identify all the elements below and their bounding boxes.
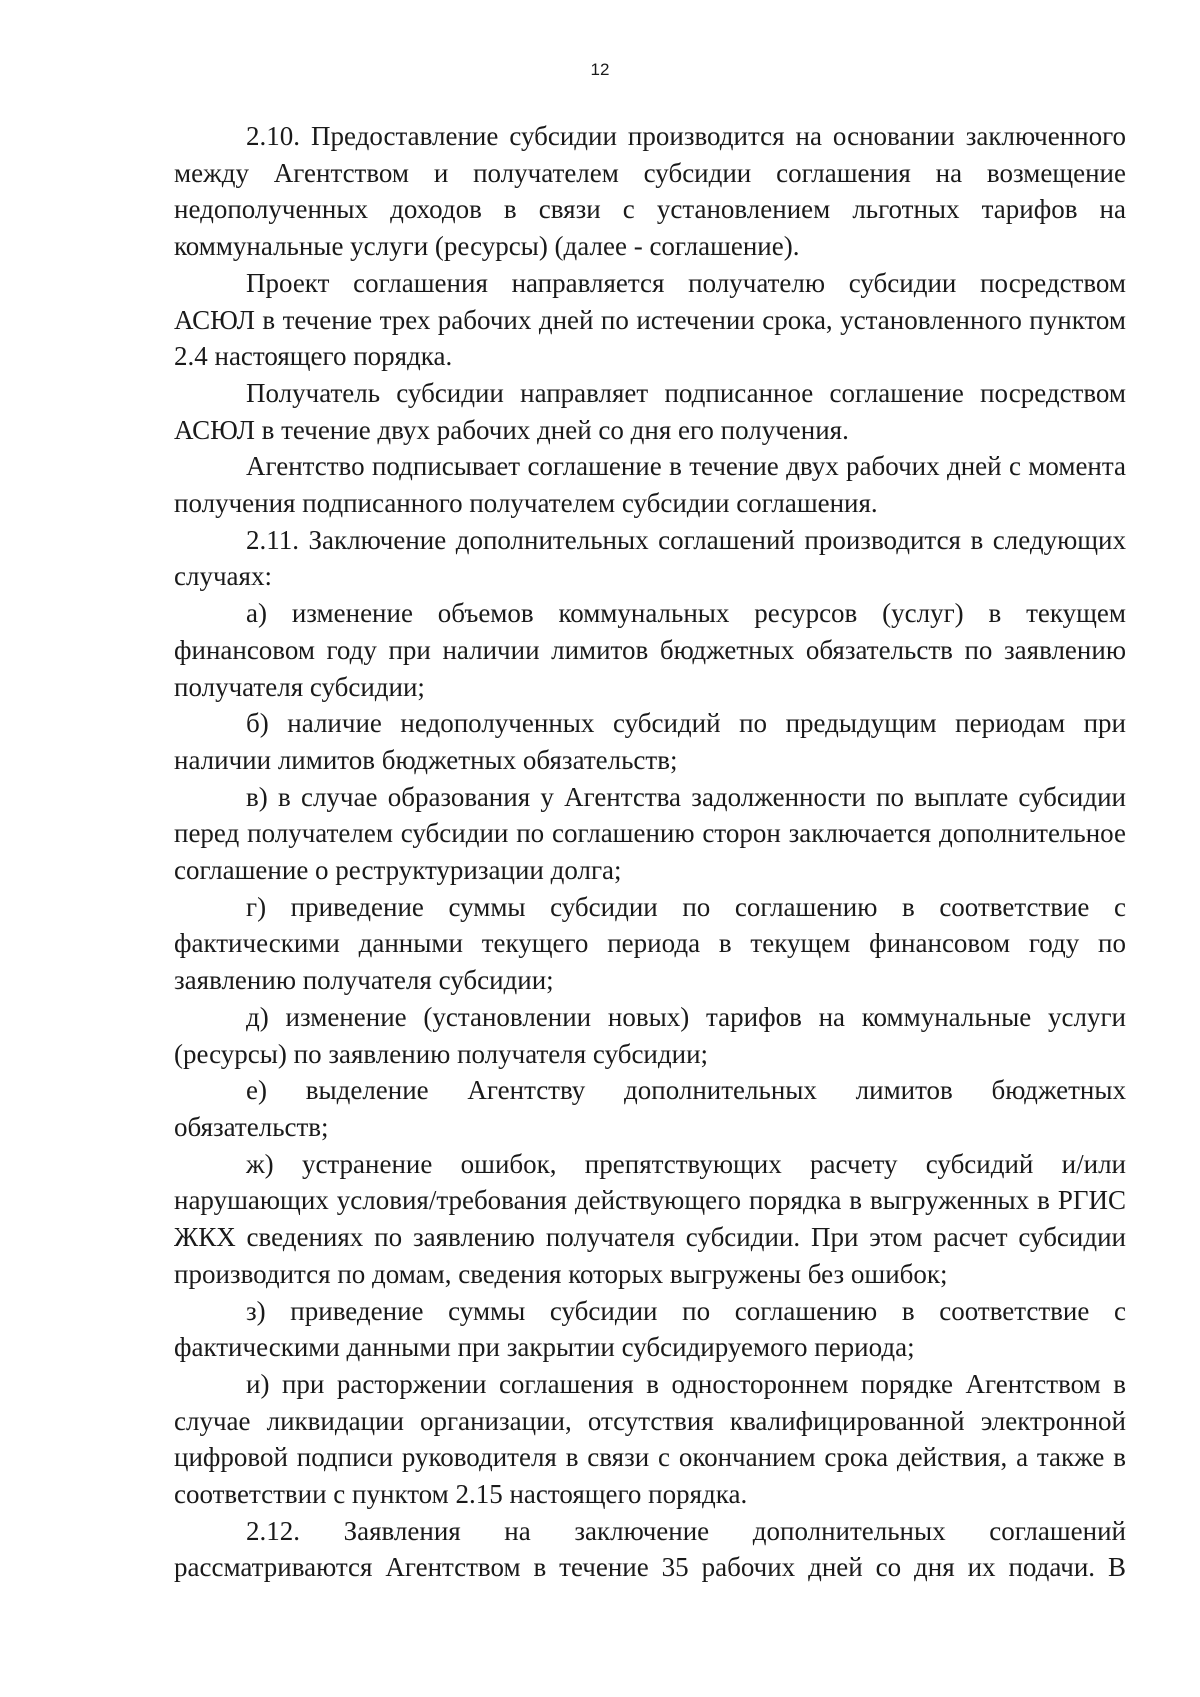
list-item-zh: ж) устранение ошибок, препятствующих расчету субсидий и/или нарушающих условия/требования действующего порядка в выгруженных в РГИС ЖКХ сведениях по заявлению получателя субсидии. При этом расчет субсидии производится по домам, сведения которых выгружены без ошибок; xyxy=(174,1148,1126,1289)
paragraph-agency-signs: Агентство подписывает соглашение в течение двух рабочих дней с момента получения подписанного получателем субсидии соглашения. xyxy=(174,451,1126,519)
list-item-g: г) приведение суммы субсидии по соглашению в соответствие с фактическими данными текущего периода в текущем финансовом году по заявлению получателя субсидии; xyxy=(174,891,1126,996)
list-item-z: з) приведение суммы субсидии по соглашению в соответствие с фактическими данными при закрытии субсидируемого периода; xyxy=(174,1295,1126,1363)
page-number: 12 xyxy=(590,60,610,79)
paragraph-2-11: 2.11. Заключение дополнительных соглашений производится в следующих случаях: xyxy=(174,524,1126,592)
list-item-e: е) выделение Агентству дополнительных лимитов бюджетных обязательств; xyxy=(174,1075,1126,1142)
list-item-d: д) изменение (установлении новых) тарифов на коммунальные услуги (ресурсы) по заявлению получателя субсидии; xyxy=(174,1001,1126,1069)
paragraph-draft-agreement: Проект соглашения направляется получателю субсидии посредством АСЮЛ в течение трех рабочих дней по истечении срока, установленного пунктом 2.4 настоящего порядка. xyxy=(174,267,1126,372)
list-item-v: в) в случае образования у Агентства задолженности по выплате субсидии перед получателем субсидии по соглашению сторон заключается дополнительное соглашение о реструктуризации долга; xyxy=(174,781,1126,886)
paragraph-recipient-signs: Получатель субсидии направляет подписанное соглашение посредством АСЮЛ в течение двух рабочих дней со дня его получения. xyxy=(174,377,1126,445)
paragraph-2-10: 2.10. Предоставление субсидии производится на основании заключенного между Агентством и получателем субсидии соглашения на возмещение недополученных доходов в связи с установлением льготных тарифов на коммунальные услуги (ресурсы) (далее - соглашение). xyxy=(174,121,1126,262)
document-body xyxy=(174,118,1126,1586)
list-item-b: б) наличие недополученных субсидий по предыдущим периодам при наличии лимитов бюджетных обязательств; xyxy=(174,708,1126,775)
list-item-a: а) изменение объемов коммунальных ресурсов (услуг) в текущем финансовом году при наличии лимитов бюджетных обязательств по заявлению получателя субсидии; xyxy=(174,598,1126,702)
list-item-i: и) при расторжении соглашения в одностороннем порядке Агентством в случае ликвидации организации, отсутствия квалифицированной электронной цифровой подписи руководителя в связи с окончанием срока действия, а также в соответствии с пунктом 2.15 настоящего порядка. xyxy=(174,1368,1126,1510)
paragraph-2-12: 2.12. Заявления на заключение дополнительных соглашений рассматриваются Агентством в течение 35 рабочих дней со дня их подачи. В xyxy=(174,1515,1126,1583)
